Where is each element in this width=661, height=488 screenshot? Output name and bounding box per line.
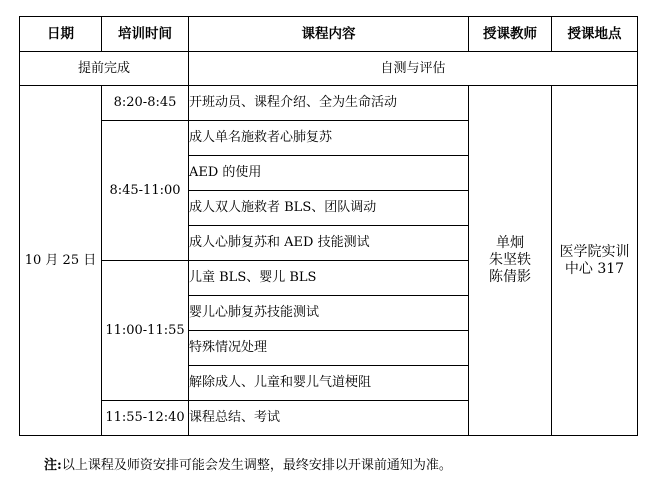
table-row <box>20 86 638 121</box>
schedule-note <box>44 454 452 473</box>
header-time: 培训时间 <box>102 17 189 52</box>
course-item: 成人心肺复苏和 AED 技能测试 <box>189 226 469 261</box>
course-item: 婴儿心肺复苏技能测试 <box>189 296 469 331</box>
time-slot: 8:20-8:45 <box>102 86 189 121</box>
course-item: 开班动员、课程介绍、全为生命活动 <box>189 86 469 121</box>
course-date: 10 月 25 日 <box>20 86 102 436</box>
header-date: 日期 <box>20 17 102 52</box>
location-line: 中心 317 <box>564 260 625 277</box>
time-slot: 8:45-11:00 <box>102 121 189 261</box>
location-line: 医学院实训 <box>559 243 630 260</box>
location-cell <box>552 86 638 436</box>
teacher-name: 陈倩影 <box>489 268 531 285</box>
course-item: AED 的使用 <box>189 156 469 191</box>
time-slot: 11:00-11:55 <box>102 261 189 401</box>
course-item: 特殊情况处理 <box>189 331 469 366</box>
teacher-name: 朱坚轶 <box>489 252 531 269</box>
teacher-name: 单炯 <box>496 235 524 252</box>
header-row <box>20 17 638 52</box>
course-item: 解除成人、儿童和婴儿气道梗阻 <box>189 366 469 401</box>
course-item: 成人双人施救者 BLS、团队调动 <box>189 191 469 226</box>
header-teacher: 授课教师 <box>469 17 552 52</box>
note-label: 注: <box>44 458 62 473</box>
course-item: 儿童 BLS、婴儿 BLS <box>189 261 469 296</box>
course-item: 成人单名施救者心肺复苏 <box>189 121 469 156</box>
note-text: 以上课程及师资安排可能会发生调整，最终安排以开课前通知为准。 <box>61 458 452 473</box>
pre-course-row <box>20 52 638 86</box>
course-item: 课程总结、考试 <box>189 401 469 436</box>
header-location: 授课地点 <box>552 17 638 52</box>
training-schedule-table <box>19 16 638 436</box>
time-slot: 11:55-12:40 <box>102 401 189 436</box>
teacher-list <box>469 86 552 436</box>
pre-course-content: 自测与评估 <box>189 52 638 86</box>
header-content: 课程内容 <box>189 17 469 52</box>
pre-course-label: 提前完成 <box>20 52 189 86</box>
